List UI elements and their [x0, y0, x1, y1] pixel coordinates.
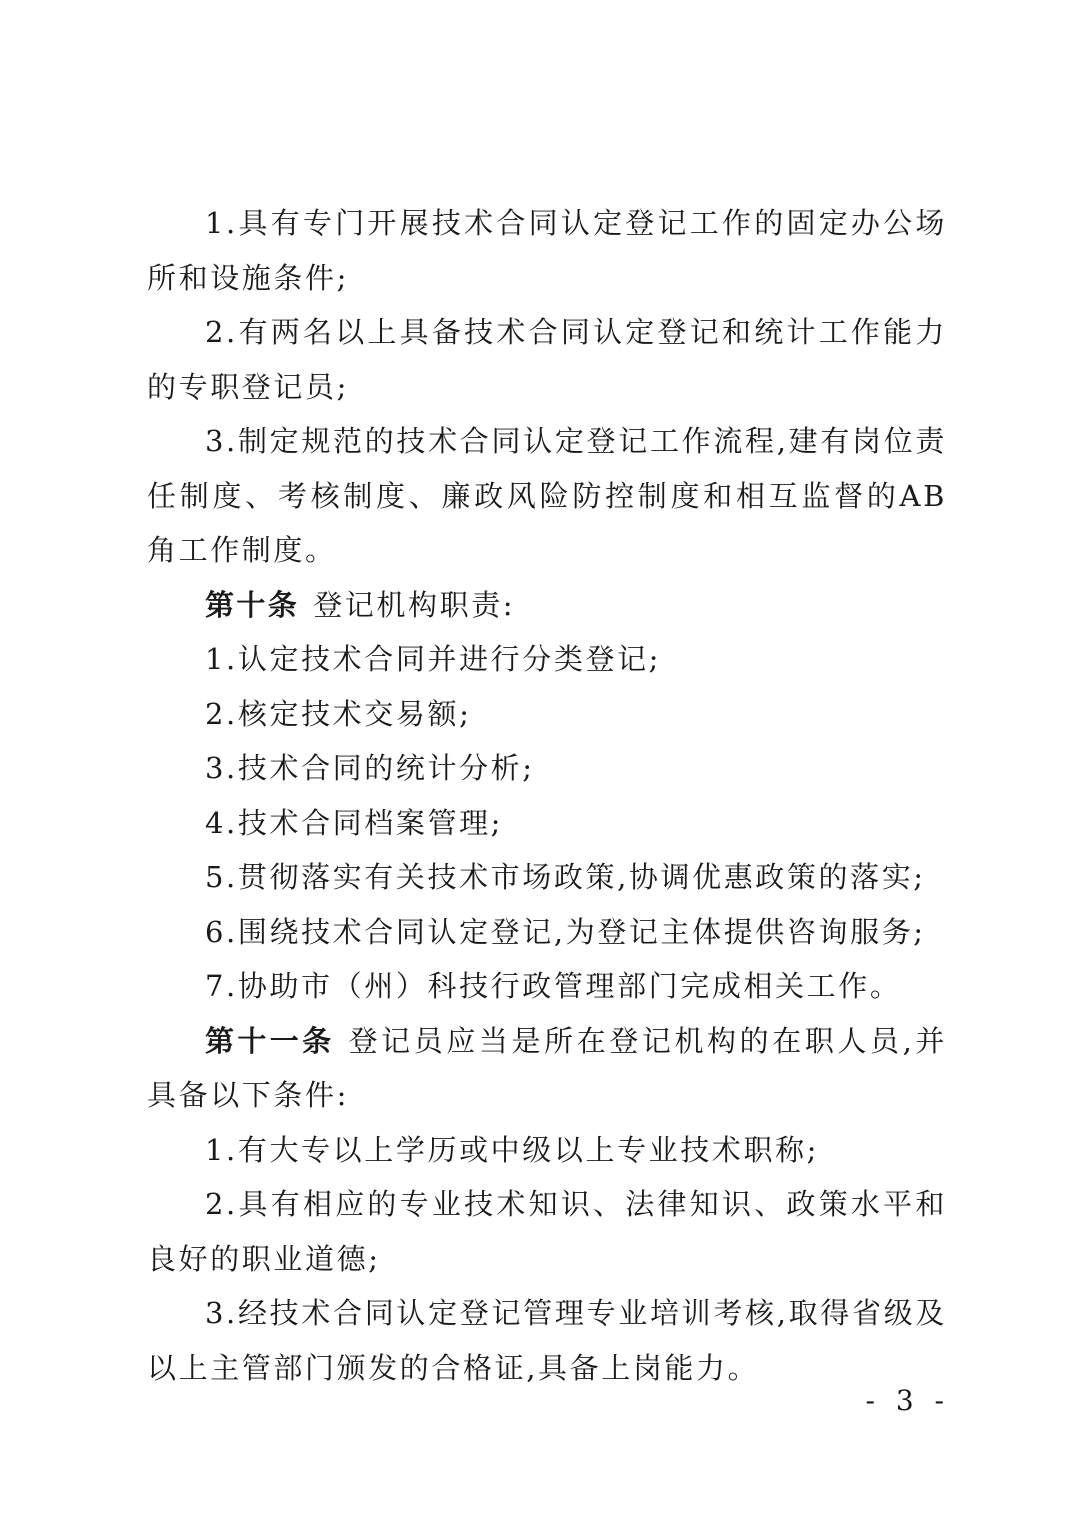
paragraph-item-11-3: 3.经技术合同认定登记管理专业培训考核,取得省级及以上主管部门颁发的合格证,具备上岗能力。	[147, 1296, 947, 1385]
paragraph-item-1-2: 2.有两名以上具备技术合同认定登记和统计工作能力的专职登记员;	[147, 315, 947, 404]
paragraph-item-10-2: 2.核定技术交易额;	[205, 696, 472, 731]
article-10: 第十条 登记机构职责:	[205, 587, 516, 622]
paragraph-item-1-3: 3.制定规范的技术合同认定登记工作流程,建有岗位责任制度、考核制度、廉政风险防控制度和相互监督的AB角工作制度。	[147, 424, 947, 567]
article-11-heading: 第十一条	[205, 1023, 335, 1058]
paragraph-item-10-3: 3.技术合同的统计分析;	[205, 751, 535, 785]
page-number: - 3 -	[865, 1384, 950, 1417]
paragraph-item-10-4: 4.技术合同档案管理;	[205, 805, 504, 840]
paragraph-item-11-2: 2.具有相应的专业技术知识、法律知识、政策水平和良好的职业道德;	[147, 1187, 947, 1276]
paragraph-item-1-1: 1.具有专门开展技术合同认定登记工作的固定办公场所和设施条件;	[147, 206, 947, 295]
paragraph-item-10-7: 7.协助市（州）科技行政管理部门完成相关工作。	[205, 969, 902, 1003]
article-10-heading: 第十条	[205, 587, 300, 622]
article-11: 第十一条 登记员应当是所在登记机构的在职人员,并具备以下条件:	[147, 1023, 947, 1112]
paragraph-item-11-1: 1.有大专以上学历或中级以上专业技术职称;	[205, 1132, 820, 1167]
document-body	[147, 196, 947, 1395]
paragraph-item-10-1: 1.认定技术合同并进行分类登记;	[205, 642, 662, 676]
paragraph-item-10-6: 6.围绕技术合同认定登记,为登记主体提供咨询服务;	[205, 914, 926, 949]
paragraph-item-10-5: 5.贯彻落实有关技术市场政策,协调优惠政策的落实;	[205, 860, 926, 894]
